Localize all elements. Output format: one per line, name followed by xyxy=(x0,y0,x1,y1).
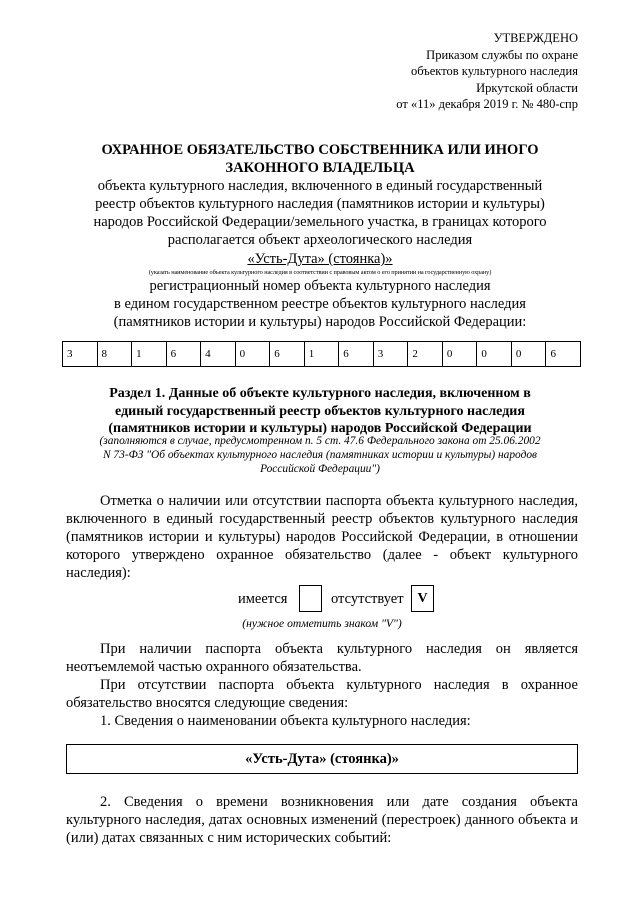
reg-line: в едином государственном реестре объектов культурного наследия xyxy=(114,296,526,312)
registration-number-table xyxy=(62,341,581,367)
reg-digit: 0 xyxy=(511,342,546,367)
title-line: народов Российской Федерации/земельного участка, в границах которого xyxy=(93,214,547,230)
section-note-line: N 73-ФЗ "Об объектах культурного наследия (памятниках истории и культуры) народов xyxy=(102,449,537,461)
paragraph-text: 2. Сведения о времени возникновения или дате создания объекта культурного наследия, датах основных изменений (перестроек) данного объекта и (или) датах связанных с ним исторических событий: xyxy=(66,794,578,846)
reg-digit: 0 xyxy=(235,342,270,367)
passport-text: Отметка о наличии или отсутствии паспорта объекта культурного наследия, включенного в единый государственный реестр объектов культурного наследия (памятников истории и культуры) народов Российской Федерации, в отношении которого утверждено охранное обязательство (далее - объект культурного наследия): xyxy=(66,493,578,581)
title-bold-line: ОХРАННОЕ ОБЯЗАТЕЛЬСТВО СОБСТВЕННИКА ИЛИ ИНОГО xyxy=(101,142,539,158)
section-1-title xyxy=(64,385,576,438)
present-label: имеется xyxy=(238,591,288,607)
absent-checkbox[interactable]: V xyxy=(411,585,434,612)
section-title-line: (памятников истории и культуры) народов Российской Федерации xyxy=(108,421,532,436)
approval-line: УТВЕРЖДЕНО xyxy=(493,31,578,45)
reg-digit: 6 xyxy=(339,342,374,367)
mark-instruction: (нужное отметить знаком "V") xyxy=(242,617,402,630)
document-title xyxy=(60,141,580,331)
present-checkbox[interactable] xyxy=(299,585,322,612)
title-line: объекта культурного наследия, включенного в единый государственный xyxy=(97,178,543,194)
approval-line: от «11» декабря 2019 г. № 480-спр xyxy=(396,97,578,111)
section-note-line: (заполняются в случае, предусмотренном п. 5 ст. 47.6 Федерального закона от 25.06.2002 xyxy=(99,435,541,447)
approval-line: Иркутской области xyxy=(476,80,578,95)
absent-label: отсутствует xyxy=(331,591,404,607)
title-bold-line: ЗАКОННОГО ВЛАДЕЛЬЦА xyxy=(225,160,415,176)
reg-digit: 6 xyxy=(546,342,581,367)
approval-stamp xyxy=(396,30,578,113)
reg-digit: 4 xyxy=(201,342,236,367)
reg-digit: 1 xyxy=(132,342,167,367)
object-name-note: (указать наименование объекта культурного наследия в соответствии с правовым актом о его принятии на государственную охрану) xyxy=(148,269,492,276)
reg-digit: 6 xyxy=(166,342,201,367)
paragraph-text: При отсутствии паспорта объекта культурного наследия в охранное обязательство вносятся следующие сведения: xyxy=(66,677,578,711)
paragraph-text: При наличии паспорта объекта культурного наследия он является неотъемлемой частью охранного обязательства. xyxy=(66,641,578,675)
paragraph-passport-present xyxy=(66,640,578,676)
registration-number-row xyxy=(63,342,581,367)
title-line: располагается объект археологического наследия xyxy=(167,232,473,248)
reg-digit: 0 xyxy=(442,342,477,367)
paragraph-item-1 xyxy=(66,712,578,730)
reg-digit: 0 xyxy=(477,342,512,367)
section-title-line: Раздел 1. Данные об объекте культурного наследия, включенном в xyxy=(109,386,531,401)
passport-paragraph xyxy=(66,492,578,582)
section-note-line: Российской Федерации") xyxy=(260,463,380,475)
reg-digit: 3 xyxy=(373,342,408,367)
reg-digit: 3 xyxy=(63,342,98,367)
paragraph-text: 1. Сведения о наименовании объекта культурного наследия: xyxy=(100,713,471,729)
paragraph-item-2 xyxy=(66,793,578,847)
object-name: «Усть-Дута» (стоянка)» xyxy=(247,251,393,267)
section-1-note xyxy=(64,434,576,476)
object-name-box: «Усть-Дута» (стоянка)» xyxy=(66,744,578,774)
reg-digit: 8 xyxy=(97,342,132,367)
reg-line: регистрационный номер объекта культурного наследия xyxy=(149,278,491,294)
reg-digit: 6 xyxy=(270,342,305,367)
paragraph-passport-absent xyxy=(66,676,578,712)
section-title-line: единый государственный реестр объектов культурного наследия xyxy=(115,403,525,419)
reg-line: (памятников истории и культуры) народов Российской Федерации: xyxy=(113,314,527,330)
approval-line: Приказом службы по охране xyxy=(426,47,578,62)
reg-digit: 1 xyxy=(304,342,339,367)
approval-line: объектов культурного наследия xyxy=(411,64,578,78)
reg-digit: 2 xyxy=(408,342,443,367)
title-line: реестр объектов культурного наследия (памятников истории и культуры) xyxy=(95,196,545,212)
